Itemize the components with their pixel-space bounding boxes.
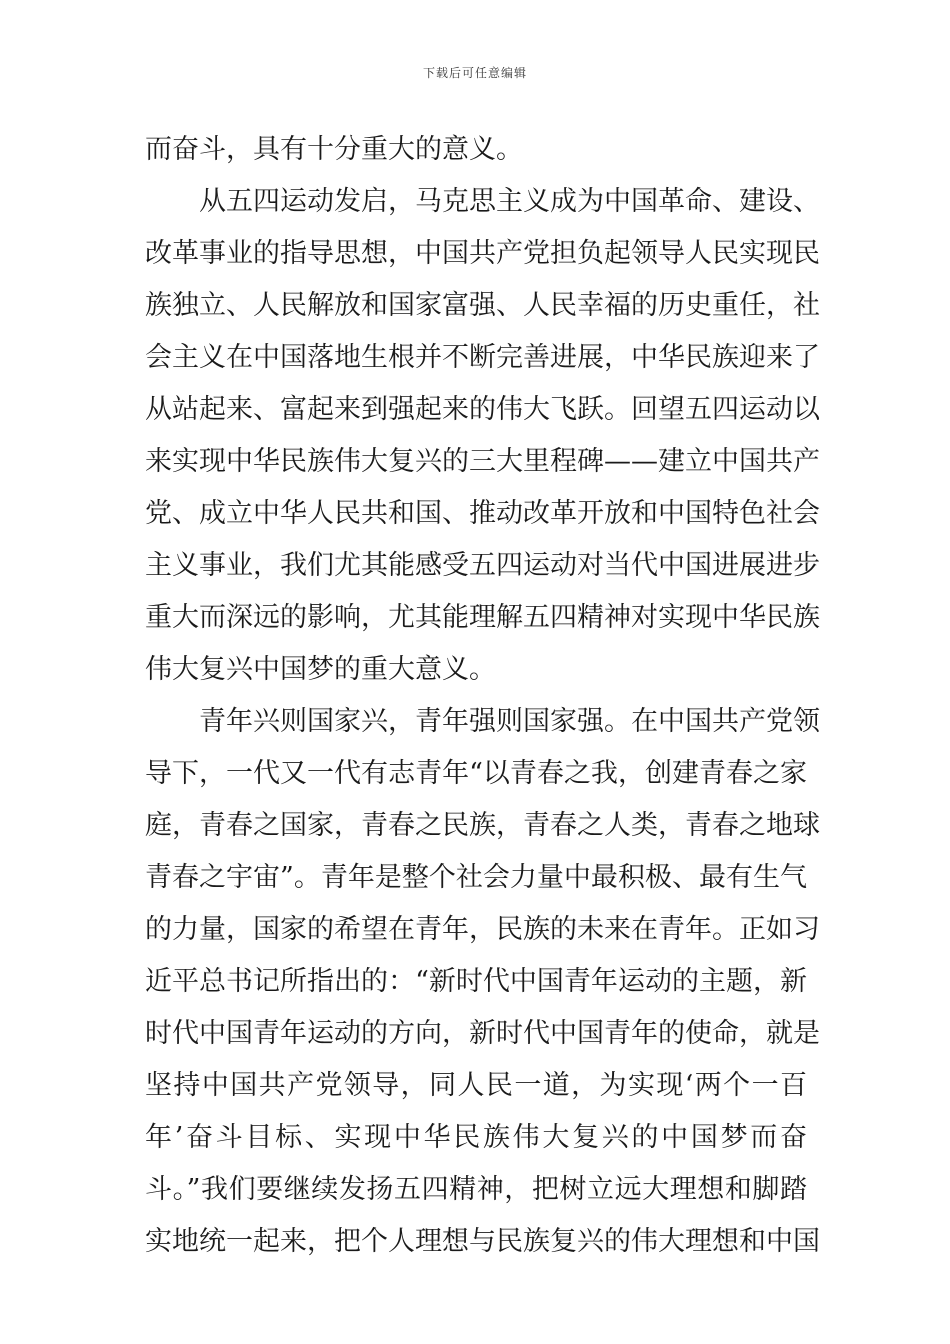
text-line: 坚持中国共产党领导，同人民一道，为实现‘两个一百 bbox=[145, 1070, 807, 1101]
text-line: 重大而深远的影响，尤其能理解五四精神对实现中华民族 bbox=[145, 602, 820, 633]
text-line: 实地统一起来，把个人理想与民族复兴的伟大理想和中国 bbox=[145, 1226, 820, 1257]
text-line: 近平总书记所指出的：“新时代中国青年运动的主题，新 bbox=[145, 966, 807, 997]
document-body bbox=[145, 124, 820, 1268]
text-line: 时代中国青年运动的方向，新时代中国青年的使命，就是 bbox=[145, 1018, 820, 1049]
text-line: 而奋斗，具有十分重大的意义。 bbox=[145, 134, 523, 165]
text-line: 族独立、人民解放和国家富强、人民幸福的历史重任，社 bbox=[145, 290, 820, 321]
text-line: 主义事业，我们尤其能感受五四运动对当代中国进展进步 bbox=[145, 550, 820, 581]
text-line: 斗。”我们要继续发扬五四精神，把树立远大理想和脚踏 bbox=[145, 1174, 807, 1205]
paragraph-first-line: 从五四运动发启，马克思主义成为中国革命、建设、 bbox=[199, 186, 820, 217]
text-line: 庭，青春之国家，青春之民族，青春之人类，青春之地球 bbox=[145, 810, 820, 841]
text-line: 导下，一代又一代有志青年“以青春之我，创建青春之家 bbox=[145, 758, 807, 789]
text-line: 年’奋斗目标、实现中华民族伟大复兴的中国梦而奋 bbox=[145, 1122, 807, 1153]
page-header: 下载后可任意编辑 bbox=[422, 66, 527, 80]
text-line: 改革事业的指导思想，中国共产党担负起领导人民实现民 bbox=[145, 238, 820, 269]
text-line: 来实现中华民族伟大复兴的三大里程碑——建立中国共产 bbox=[145, 446, 820, 477]
text-line: 青春之宇宙”。青年是整个社会力量中最积极、最有生气 bbox=[145, 862, 807, 893]
text-line: 会主义在中国落地生根并不断完善进展，中华民族迎来了 bbox=[145, 342, 820, 373]
paragraph-first-line: 青年兴则国家兴，青年强则国家强。在中国共产党领 bbox=[199, 706, 820, 737]
text-line: 的力量，国家的希望在青年，民族的未来在青年。正如习 bbox=[145, 914, 820, 945]
text-line: 党、成立中华人民共和国、推动改革开放和中国特色社会 bbox=[145, 498, 820, 529]
text-line: 伟大复兴中国梦的重大意义。 bbox=[145, 654, 496, 685]
text-line: 从站起来、富起来到强起来的伟大飞跃。回望五四运动以 bbox=[145, 394, 820, 425]
